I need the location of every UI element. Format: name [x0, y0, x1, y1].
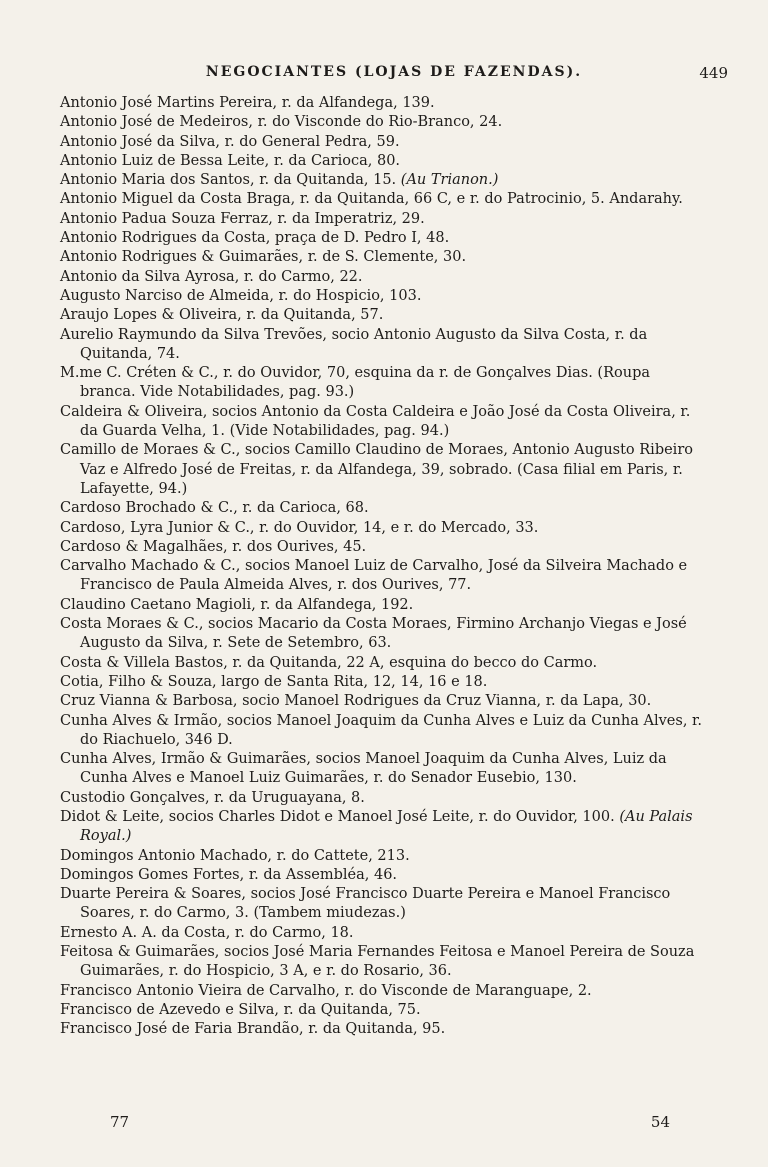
merchant-entry — [60, 982, 710, 1001]
entry-text: Costa Moraes & C., socios Macario da Costa Moraes, Firmino Archanjo Viegas e José Augusto da Silva, r. Sete de Setembro, 63. — [60, 616, 687, 652]
merchant-entry — [60, 924, 710, 943]
entry-text: Augusto Narciso de Almeida, r. do Hospicio, 103. — [60, 287, 422, 304]
entry-text: Antonio José da Silva, r. do General Pedra, 59. — [60, 133, 400, 150]
entry-text: Carvalho Machado & C., socios Manoel Luiz de Carvalho, José da Silveira Machado e Francisco de Paula Almeida Alves, r. dos Ourives, 77. — [60, 558, 688, 594]
merchant-entry — [60, 1020, 710, 1039]
entry-text: Camillo de Moraes & C., socios Camillo Claudino de Moraes, Antonio Augusto Ribeiro Vaz e Alfredo José de Freitas, r. da Alfandega, 39, sobrado. (Casa filial em Paris, r. Lafayette, 94.) — [60, 442, 693, 497]
merchant-entry — [60, 885, 710, 924]
entry-text: Feitosa & Guimarães, socios José Maria Fernandes Feitosa e Manoel Pereira de Souza Guimarães, r. do Hospicio, 3 A, e r. do Rosario, 36. — [60, 944, 695, 980]
merchant-entry — [60, 326, 710, 365]
merchant-entry — [60, 268, 710, 287]
entry-text: Aurelio Raymundo da Silva Trevões, socio Antonio Augusto da Silva Costa, r. da Quitanda, 74. — [60, 326, 648, 362]
section-title: NEGOCIANTES (LOJAS DE FAZENDAS). — [205, 64, 583, 80]
merchant-entry — [60, 712, 710, 751]
merchant-entry — [60, 654, 710, 673]
merchant-entry — [60, 441, 710, 499]
entry-text: Custodio Gonçalves, r. da Uruguayana, 8. — [60, 789, 365, 806]
entry-text: Cardoso Brochado & C., r. da Carioca, 68. — [60, 500, 369, 517]
entry-text: Domingos Gomes Fortes, r. da Assembléa, 46. — [60, 866, 398, 883]
entry-text: Cunha Alves & Irmão, socios Manoel Joaquim da Cunha Alves e Luiz da Cunha Alves, r. do Riachuelo, 346 D. — [60, 712, 702, 748]
entry-text: Didot & Leite, socios Charles Didot e Manoel José Leite, r. do Ouvidor, 100. — [60, 808, 615, 825]
entry-text: Antonio Maria dos Santos, r. da Quitanda, 15. — [60, 172, 397, 189]
entry-text: Araujo Lopes & Oliveira, r. da Quitanda, 57. — [60, 307, 384, 324]
merchant-entry — [60, 171, 710, 190]
signature-mark-right: 54 — [650, 1113, 670, 1131]
entry-text: Antonio José Martins Pereira, r. da Alfandega, 139. — [60, 95, 435, 111]
merchant-entry — [60, 403, 710, 442]
entry-text: Cruz Vianna & Barbosa, socio Manoel Rodrigues da Cruz Vianna, r. da Lapa, 30. — [60, 693, 652, 710]
merchant-entry — [60, 287, 710, 306]
merchant-entry — [60, 133, 710, 152]
signature-mark-left: 77 — [110, 1113, 130, 1131]
merchant-entry — [60, 519, 710, 538]
entry-text: Domingos Antonio Machado, r. do Cattete, 213. — [60, 847, 410, 864]
merchant-entry — [60, 596, 710, 615]
entry-text: Claudino Caetano Magioli, r. da Alfandega, 192. — [60, 596, 414, 613]
merchant-entry — [60, 499, 710, 518]
entry-text: Cardoso, Lyra Junior & C., r. do Ouvidor, 14, e r. do Mercado, 33. — [60, 519, 539, 536]
merchant-entry — [60, 847, 710, 866]
merchant-entry — [60, 94, 710, 113]
entry-text: Antonio Padua Souza Ferraz, r. da Imperatriz, 29. — [60, 210, 425, 227]
entry-text: M.me C. Créten & C., r. do Ouvidor, 70, esquina da r. de Gonçalves Dias. (Roupa branca. Vide Notabilidades, pag. 93.) — [60, 365, 650, 401]
merchant-entry — [60, 692, 710, 711]
merchant-entry — [60, 808, 710, 847]
entry-text: Duarte Pereira & Soares, socios José Francisco Duarte Pereira e Manoel Francisco Soares, r. do Carmo, 3. (Tambem miudezas.) — [60, 886, 671, 922]
entry-shop-name: (Au Palais Royal.) — [80, 808, 693, 845]
merchant-entry — [60, 557, 710, 596]
entry-shop-name: (Au Trianon.) — [400, 172, 499, 189]
merchant-list — [60, 94, 710, 1040]
merchant-entry — [60, 190, 710, 209]
entry-text: Antonio Luiz de Bessa Leite, r. da Carioca, 80. — [60, 152, 401, 169]
merchant-entry — [60, 673, 710, 692]
entry-text: Cotia, Filho & Souza, largo de Santa Rita, 12, 14, 16 e 18. — [60, 673, 488, 690]
merchant-entry — [60, 210, 710, 229]
entry-text: Antonio Rodrigues & Guimarães, r. de S. Clemente, 30. — [60, 249, 467, 266]
merchant-entry — [60, 1001, 710, 1020]
merchant-entry — [60, 538, 710, 557]
merchant-entry — [60, 615, 710, 654]
merchant-entry — [60, 364, 710, 403]
entry-text: Ernesto A. A. da Costa, r. do Carmo, 18. — [60, 924, 354, 941]
merchant-entry — [60, 113, 710, 132]
page-header — [60, 64, 728, 86]
entry-text: Caldeira & Oliveira, socios Antonio da Costa Caldeira e João José da Costa Oliveira, r. da Guarda Velha, 1. (Vide Notabilidades, pag. 94.) — [60, 403, 691, 440]
merchant-entry — [60, 750, 710, 789]
entry-text: Antonio Rodrigues da Costa, praça de D. Pedro I, 48. — [60, 230, 450, 247]
entry-text: Francisco José de Faria Brandão, r. da Quitanda, 95. — [60, 1021, 446, 1038]
entry-text: Costa & Villela Bastos, r. da Quitanda, 22 A, esquina do becco do Carmo. — [60, 654, 598, 671]
entry-text: Francisco de Azevedo e Silva, r. da Quitanda, 75. — [60, 1001, 421, 1018]
entry-text: Antonio Miguel da Costa Braga, r. da Quitanda, 66 C, e r. do Patrocinio, 5. Andarahy. — [60, 191, 683, 208]
merchant-entry — [60, 866, 710, 885]
entry-text: Cardoso & Magalhães, r. dos Ourives, 45. — [60, 538, 367, 555]
entry-text: Cunha Alves, Irmão & Guimarães, socios Manoel Joaquim da Cunha Alves, Luiz da Cunha Alves e Manoel Luiz Guimarães, r. do Senador Eusebio, 130. — [60, 751, 667, 787]
merchant-entry — [60, 152, 710, 171]
entry-text: Francisco Antonio Vieira de Carvalho, r. do Visconde de Maranguape, 2. — [60, 982, 592, 999]
entry-text: Antonio da Silva Ayrosa, r. do Carmo, 22. — [60, 268, 363, 285]
merchant-entry — [60, 248, 710, 267]
merchant-entry — [60, 229, 710, 248]
page-number: 449 — [699, 64, 728, 82]
merchant-entry — [60, 943, 710, 982]
merchant-entry — [60, 789, 710, 808]
merchant-entry — [60, 306, 710, 325]
entry-text: Antonio José de Medeiros, r. do Visconde do Rio-Branco, 24. — [60, 114, 503, 131]
